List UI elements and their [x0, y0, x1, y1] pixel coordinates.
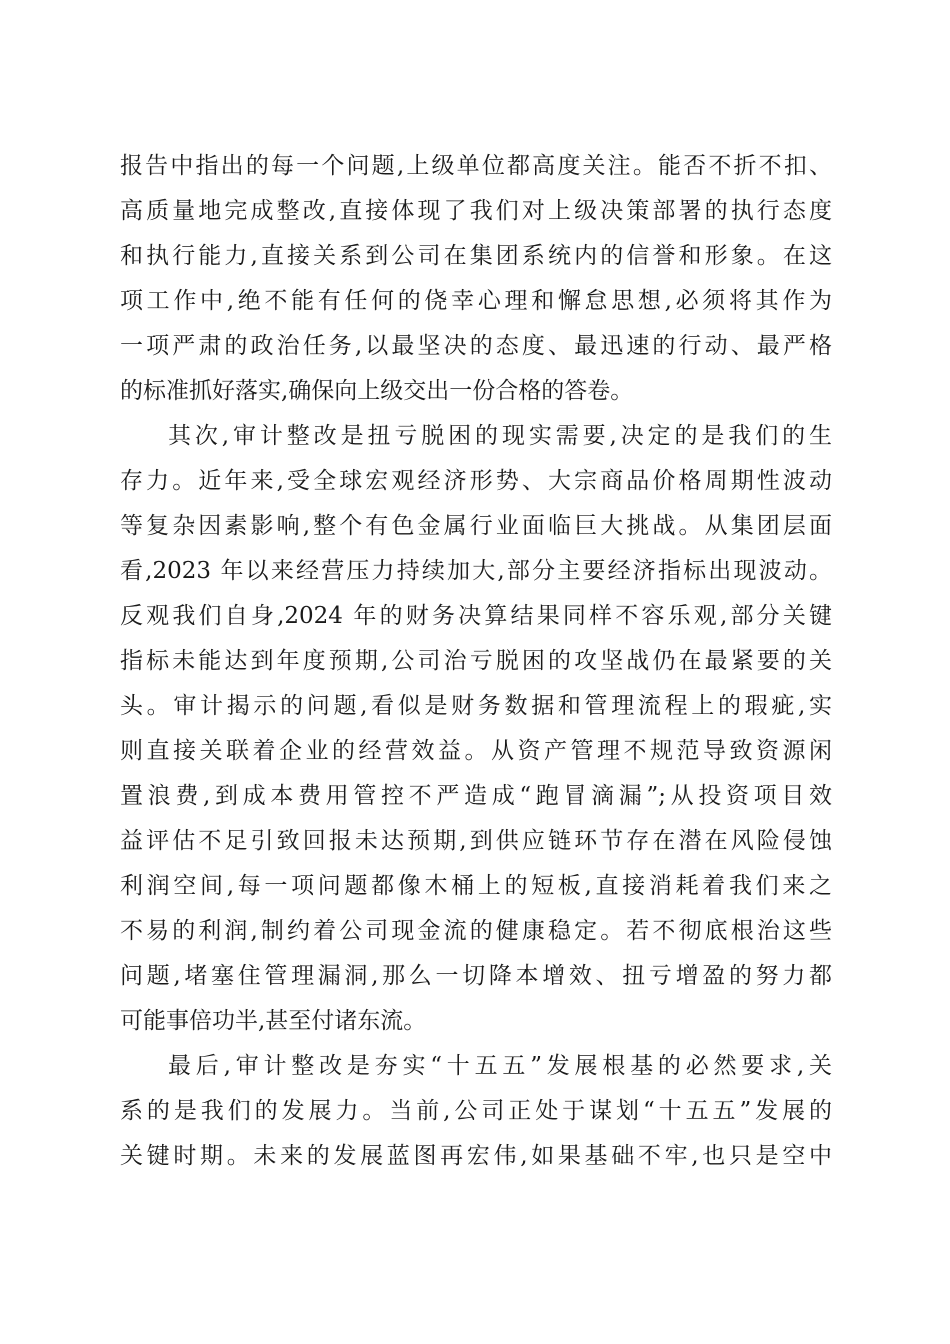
body-text-line: 不易的利润,制约着公司现金流的健康稳定。若不彻底根治这些: [120, 918, 832, 944]
paragraph-start-line: 其次,审计整改是扭亏脱困的现实需要,决定的是我们的生: [168, 423, 832, 449]
body-text-line: 问题,堵塞住管理漏洞,那么一切降本增效、扭亏增盈的努力都: [120, 963, 832, 989]
body-text-line: 可能事倍功半,甚至付诸东流。: [120, 1008, 427, 1034]
body-text-line: 反观我们自身,2024 年的财务决算结果同样不容乐观,部分关键: [120, 603, 832, 629]
body-text-line: 的标准抓好落实,确保向上级交出一份合格的答卷。: [120, 378, 634, 404]
body-text-line: 系的是我们的发展力。当前,公司正处于谋划“十五五”发展的: [120, 1098, 832, 1124]
body-text-line: 指标未能达到年度预期,公司治亏脱困的攻坚战仍在最紧要的关: [120, 648, 832, 674]
body-text-line: 和执行能力,直接关系到公司在集团系统内的信誉和形象。在这: [120, 243, 832, 269]
body-text-line: 一项严肃的政治任务,以最坚决的态度、最迅速的行动、最严格: [120, 333, 832, 359]
body-text-line: 置浪费,到成本费用管控不严造成“跑冒滴漏”;从投资项目效: [120, 783, 832, 809]
paragraph-start-line: 最后,审计整改是夯实“十五五”发展根基的必然要求,关: [168, 1053, 832, 1079]
body-text-line: 关键时期。未来的发展蓝图再宏伟,如果基础不牢,也只是空中: [120, 1143, 832, 1169]
body-text-line: 报告中指出的每一个问题,上级单位都高度关注。能否不折不扣、: [120, 153, 832, 179]
body-text-line: 看,2023 年以来经营压力持续加大,部分主要经济指标出现波动。: [120, 558, 832, 584]
body-text-line: 存力。近年来,受全球宏观经济形势、大宗商品价格周期性波动: [120, 468, 832, 494]
body-text-line: 益评估不足引致回报未达预期,到供应链环节存在潜在风险侵蚀: [120, 828, 832, 854]
body-text-line: 头。审计揭示的问题,看似是财务数据和管理流程上的瑕疵,实: [120, 693, 832, 719]
body-text-line: 高质量地完成整改,直接体现了我们对上级决策部署的执行态度: [120, 198, 832, 224]
body-text-line: 则直接关联着企业的经营效益。从资产管理不规范导致资源闲: [120, 738, 832, 764]
body-text-line: 等复杂因素影响,整个有色金属行业面临巨大挑战。从集团层面: [120, 513, 832, 539]
body-text-line: 项工作中,绝不能有任何的侥幸心理和懈怠思想,必须将其作为: [120, 288, 832, 314]
body-text-line: 利润空间,每一项问题都像木桶上的短板,直接消耗着我们来之: [120, 873, 832, 899]
